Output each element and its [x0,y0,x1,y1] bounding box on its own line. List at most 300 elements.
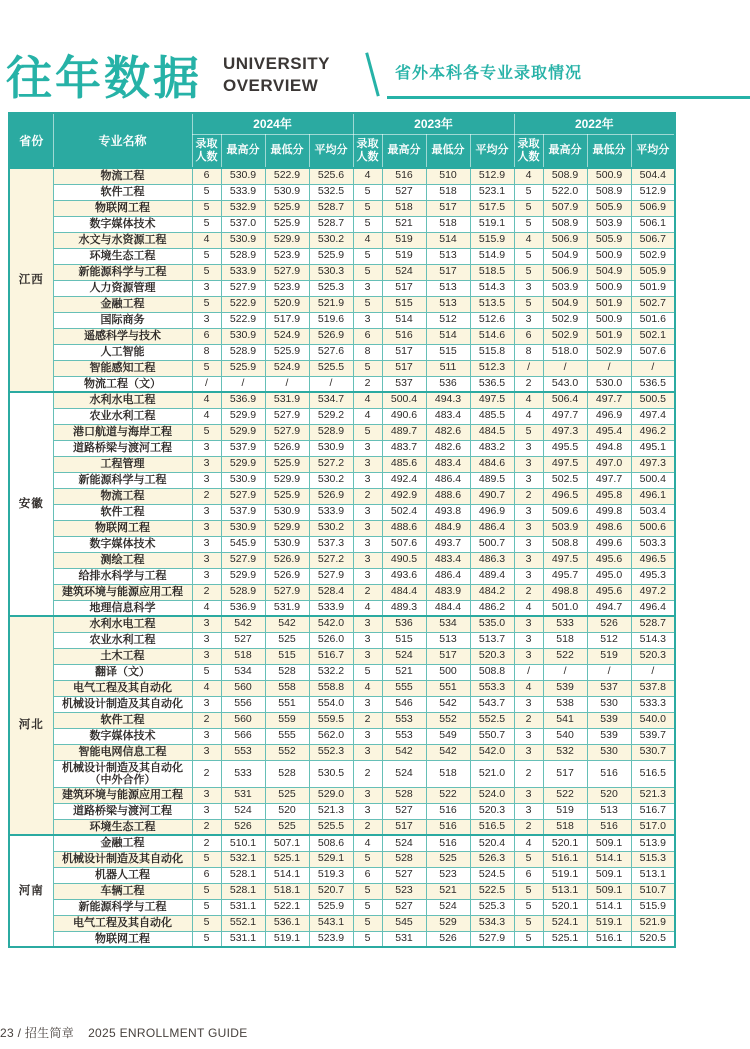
score-cell: 517 [382,280,426,296]
major-name: 数字媒体技术 [53,728,192,744]
major-name: 新能源科学与工程 [53,472,192,488]
score-cell: 485.5 [470,408,514,424]
score-cell: 533 [543,616,587,632]
score-cell: 511 [426,360,470,376]
score-cell: 489.4 [470,568,514,584]
score-cell: 519 [587,648,631,664]
score-cell: 533.3 [631,696,675,712]
major-name: 新能源科学与工程 [53,264,192,280]
major-name: 金融工程 [53,296,192,312]
score-cell: 5 [353,883,382,899]
score-cell: 502.4 [382,504,426,520]
score-cell: 504.9 [543,296,587,312]
score-cell: 526.9 [309,488,353,504]
score-cell: 3 [514,280,543,296]
score-cell: 525.9 [265,344,309,360]
score-cell: 2 [353,712,382,728]
major-name: 物联网工程 [53,520,192,536]
major-name: 物联网工程 [53,200,192,216]
score-cell: 490.5 [382,552,426,568]
score-cell: 503.4 [631,504,675,520]
score-cell: 530.9 [221,328,265,344]
score-cell: 528 [382,787,426,803]
score-cell: 4 [192,232,221,248]
score-cell: 516 [382,328,426,344]
score-cell: 542 [426,744,470,760]
score-cell: 526.9 [265,552,309,568]
table-row [9,312,675,328]
score-cell: 512 [426,312,470,328]
major-name: 人工智能 [53,344,192,360]
score-cell: 515 [382,296,426,312]
score-cell: 506.1 [631,216,675,232]
score-cell: 500.4 [631,472,675,488]
table-row [9,504,675,520]
score-cell: 528 [382,851,426,867]
score-cell: 529.9 [265,520,309,536]
score-cell: 525.9 [265,200,309,216]
score-cell: 514.6 [470,328,514,344]
score-cell: 500.6 [631,520,675,536]
score-cell: 522.1 [265,899,309,915]
score-cell: 505.9 [587,200,631,216]
score-cell: 517.9 [265,312,309,328]
score-cell: 530.7 [631,744,675,760]
score-cell: 525.3 [309,280,353,296]
score-cell: 4 [192,600,221,616]
major-name: 电气工程及其自动化 [53,915,192,931]
major-name: 软件工程 [53,184,192,200]
score-cell: 483.4 [426,408,470,424]
score-cell: 530.2 [309,520,353,536]
column-header-count-2023: 录取 人数 [353,134,382,168]
table-row [9,819,675,835]
score-cell: 3 [353,696,382,712]
score-cell: 514.3 [631,632,675,648]
score-cell: 3 [192,456,221,472]
score-cell: 3 [353,520,382,536]
header-rule [387,96,750,99]
score-cell: 530.9 [265,504,309,520]
score-cell: 527.9 [265,584,309,600]
score-cell: / [587,664,631,680]
score-cell: 3 [514,520,543,536]
score-cell: 543.7 [470,696,514,712]
score-cell: 530.5 [309,760,353,787]
score-cell: 495.8 [587,488,631,504]
score-cell: 3 [192,744,221,760]
score-cell: 566 [221,728,265,744]
score-cell: 526.9 [265,568,309,584]
score-cell: 537.8 [631,680,675,696]
score-cell: 3 [353,440,382,456]
score-cell: 525 [426,851,470,867]
score-cell: 532.1 [221,851,265,867]
score-cell: 537.3 [309,536,353,552]
score-cell: 4 [353,835,382,851]
score-cell: 3 [192,648,221,664]
score-cell: 518 [543,632,587,648]
province-cell: 江西 [9,168,53,392]
score-cell: 517 [426,200,470,216]
score-cell: 3 [192,728,221,744]
score-cell: 5 [514,264,543,280]
score-cell: 500.9 [587,280,631,296]
major-name: 农业水利工程 [53,408,192,424]
score-cell: 521.9 [631,915,675,931]
score-cell: 5 [192,931,221,947]
score-cell: 539 [587,712,631,728]
score-cell: 533.9 [221,264,265,280]
score-cell: 520.4 [470,835,514,851]
score-cell: 484.6 [470,456,514,472]
table-row [9,632,675,648]
score-cell: 5 [192,296,221,312]
score-cell: 500 [426,664,470,680]
score-cell: 522.9 [221,296,265,312]
score-cell: 500.4 [382,392,426,408]
score-cell: 542.0 [309,616,353,632]
year-header-2024: 2024年 [192,113,353,134]
score-cell: 490.7 [470,488,514,504]
score-cell: 517 [426,648,470,664]
score-cell: 537.9 [221,504,265,520]
score-cell: 522 [543,648,587,664]
score-cell: 4 [514,680,543,696]
score-cell: 527 [382,899,426,915]
column-header-min-2024: 最低分 [265,134,309,168]
score-cell: 516.1 [587,931,631,947]
score-cell: 516 [587,760,631,787]
score-cell: 518 [426,184,470,200]
score-cell: 560 [221,712,265,728]
score-cell: 542 [221,616,265,632]
score-cell: 498.6 [587,520,631,536]
score-cell: 514 [426,328,470,344]
score-cell: 551 [265,696,309,712]
score-cell: 514 [426,232,470,248]
score-cell: 516 [382,168,426,184]
score-cell: 3 [192,520,221,536]
score-cell: 508.9 [587,184,631,200]
score-cell: 521 [426,883,470,899]
score-cell: 527.6 [309,344,353,360]
score-cell: 3 [353,787,382,803]
score-cell: 536 [382,616,426,632]
score-cell: 517 [382,819,426,835]
score-cell: 4 [353,392,382,408]
score-cell: 530.2 [309,232,353,248]
score-cell: 513 [426,296,470,312]
major-name: 智能感知工程 [53,360,192,376]
score-cell: 522.9 [221,312,265,328]
score-cell: 496.1 [631,488,675,504]
major-name: 道路桥梁与渡河工程 [53,803,192,819]
score-cell: 525 [265,787,309,803]
score-cell: 523 [426,867,470,883]
score-cell: 3 [192,787,221,803]
score-cell: 515.3 [631,851,675,867]
score-cell: 526 [587,616,631,632]
score-cell: 503.9 [543,280,587,296]
score-cell: 519 [382,232,426,248]
score-cell: 531.1 [221,931,265,947]
score-cell: 528.7 [309,216,353,232]
score-cell: 6 [192,867,221,883]
score-cell: 3 [514,616,543,632]
major-name: 电气工程及其自动化 [53,680,192,696]
score-cell: 3 [192,616,221,632]
score-cell: 3 [353,728,382,744]
table-row [9,328,675,344]
score-cell: 483.7 [382,440,426,456]
score-cell: 516 [587,819,631,835]
score-cell: 8 [353,344,382,360]
score-cell: 520.9 [265,296,309,312]
score-cell: 528 [265,664,309,680]
score-cell: 514.1 [587,899,631,915]
major-name: 农业水利工程 [53,632,192,648]
score-cell: 525.9 [309,899,353,915]
score-cell: 524 [221,803,265,819]
score-cell: 5 [192,216,221,232]
score-cell: 5 [192,424,221,440]
score-cell: 5 [192,360,221,376]
score-cell: 530.9 [221,472,265,488]
score-cell: 533.9 [221,184,265,200]
score-cell: 525.5 [309,819,353,835]
score-cell: 484.4 [426,600,470,616]
score-cell: 530.0 [587,376,631,392]
score-cell: 485.6 [382,456,426,472]
score-cell: 486.2 [470,600,514,616]
score-cell: 515 [265,648,309,664]
score-cell: 5 [192,664,221,680]
score-cell: 525.9 [265,216,309,232]
score-cell: 537 [382,376,426,392]
score-cell: 523.9 [309,931,353,947]
score-cell: 3 [353,803,382,819]
table-row [9,168,675,184]
score-cell: 530.2 [309,472,353,488]
score-cell: 527 [382,184,426,200]
score-cell: 515.8 [470,344,514,360]
score-cell: 501.9 [587,328,631,344]
score-cell: 517.5 [470,200,514,216]
column-header-major: 专业名称 [53,113,192,168]
score-cell: / [221,376,265,392]
score-cell: 528.9 [221,584,265,600]
score-cell: 525.9 [265,456,309,472]
score-cell: 524.5 [470,867,514,883]
score-cell: 506.4 [543,392,587,408]
score-cell: 5 [353,248,382,264]
major-name: 机械设计制造及其自动化（中外合作） [53,760,192,787]
score-cell: 496.5 [543,488,587,504]
column-header-province: 省份 [9,113,53,168]
score-cell: 517.0 [631,819,675,835]
score-cell: 552 [265,744,309,760]
score-cell: 2 [192,819,221,835]
score-cell: / [543,360,587,376]
score-cell: 504.9 [543,248,587,264]
score-cell: 536.9 [221,392,265,408]
score-cell: 532.9 [221,200,265,216]
score-cell: 519.1 [587,915,631,931]
major-name: 水文与水资源工程 [53,232,192,248]
score-cell: 553 [382,712,426,728]
score-cell: 3 [514,552,543,568]
score-cell: / [192,376,221,392]
score-cell: 518.1 [265,883,309,899]
table-row [9,552,675,568]
score-cell: 499.8 [587,504,631,520]
score-cell: 3 [353,744,382,760]
table-row [9,568,675,584]
score-cell: 528.9 [221,248,265,264]
score-cell: 3 [192,440,221,456]
score-cell: 522 [426,787,470,803]
score-cell: 508.6 [309,835,353,851]
score-cell: 520 [265,803,309,819]
table-row [9,376,675,392]
score-cell: 533 [221,760,265,787]
score-cell: 524.9 [265,328,309,344]
score-cell: 512.6 [470,312,514,328]
major-name: 机器人工程 [53,867,192,883]
score-cell: 3 [353,456,382,472]
score-cell: 524 [382,835,426,851]
column-header-min-2022: 最低分 [587,134,631,168]
score-cell: 484.9 [426,520,470,536]
score-cell: 529.9 [221,408,265,424]
score-cell: 3 [353,280,382,296]
table-row [9,520,675,536]
score-cell: 519 [543,803,587,819]
score-cell: 4 [353,232,382,248]
score-cell: 530.9 [221,520,265,536]
score-cell: 502.9 [587,344,631,360]
score-cell: 516.7 [631,803,675,819]
table-row [9,931,675,947]
score-cell: 3 [514,728,543,744]
score-cell: 527 [382,803,426,819]
score-cell: 5 [353,915,382,931]
table-row [9,200,675,216]
score-cell: / [631,664,675,680]
score-cell: 545 [382,915,426,931]
score-cell: 529.9 [221,456,265,472]
score-cell: 5 [514,899,543,915]
score-cell: 518 [221,648,265,664]
score-cell: 5 [192,264,221,280]
major-name: 新能源科学与工程 [53,899,192,915]
major-name: 建筑环境与能源应用工程 [53,584,192,600]
score-cell: 4 [353,168,382,184]
score-cell: 508.9 [543,216,587,232]
score-cell: 500.9 [587,312,631,328]
score-cell: 541 [543,712,587,728]
score-cell: 529.2 [309,408,353,424]
score-cell: 501.0 [543,600,587,616]
score-cell: 3 [514,472,543,488]
score-cell: 519 [382,248,426,264]
score-cell: 497.7 [587,472,631,488]
score-cell: 546 [382,696,426,712]
score-cell: 5 [353,184,382,200]
score-cell: 552.5 [470,712,514,728]
score-cell: 513.1 [543,883,587,899]
score-cell: 483.4 [426,456,470,472]
score-cell: 3 [192,696,221,712]
score-cell: 536.9 [221,600,265,616]
major-name: 地理信息科学 [53,600,192,616]
score-cell: 531.1 [221,899,265,915]
score-cell: 515.9 [470,232,514,248]
major-name: 建筑环境与能源应用工程 [53,787,192,803]
score-cell: 498.8 [543,584,587,600]
score-cell: 497.5 [543,456,587,472]
table-row [9,472,675,488]
score-cell: 495.3 [631,568,675,584]
score-cell: 503.3 [631,536,675,552]
score-cell: 510 [426,168,470,184]
score-cell: 6 [353,867,382,883]
score-cell: 524.9 [265,360,309,376]
score-cell: 5 [514,296,543,312]
score-cell: 508.8 [543,536,587,552]
score-cell: 517 [426,264,470,280]
admissions-score-table [8,112,676,948]
score-cell: 528.9 [309,424,353,440]
score-cell: 542 [265,616,309,632]
score-cell: 493.8 [426,504,470,520]
score-cell: 509.6 [543,504,587,520]
score-cell: 552.1 [221,915,265,931]
score-cell: 521.9 [309,296,353,312]
score-cell: 6 [514,328,543,344]
province-cell: 河北 [9,616,53,835]
major-name: 土木工程 [53,648,192,664]
score-cell: 489.3 [382,600,426,616]
score-cell: 525.3 [470,899,514,915]
score-cell: 2 [192,584,221,600]
table-row [9,488,675,504]
score-cell: 3 [192,552,221,568]
score-cell: 6 [353,328,382,344]
province-cell: 安徽 [9,392,53,616]
score-cell: 525.9 [265,488,309,504]
score-cell: 2 [192,835,221,851]
score-cell: 5 [192,883,221,899]
score-cell: 512.9 [631,184,675,200]
score-cell: 4 [514,232,543,248]
footer-guide-label: 2025 ENROLLMENT GUIDE [88,1026,248,1040]
score-cell: 533.9 [309,504,353,520]
column-header-min-2023: 最低分 [426,134,470,168]
score-cell: 503.9 [543,520,587,536]
score-cell: 6 [192,328,221,344]
score-cell: 530.9 [221,168,265,184]
score-cell: 3 [514,568,543,584]
score-cell: 528.4 [309,584,353,600]
score-cell: 522.9 [265,168,309,184]
year-header-2022: 2022年 [514,113,675,134]
score-cell: 530 [587,744,631,760]
score-cell: 522.0 [543,184,587,200]
table-row [9,760,675,787]
table-row [9,803,675,819]
